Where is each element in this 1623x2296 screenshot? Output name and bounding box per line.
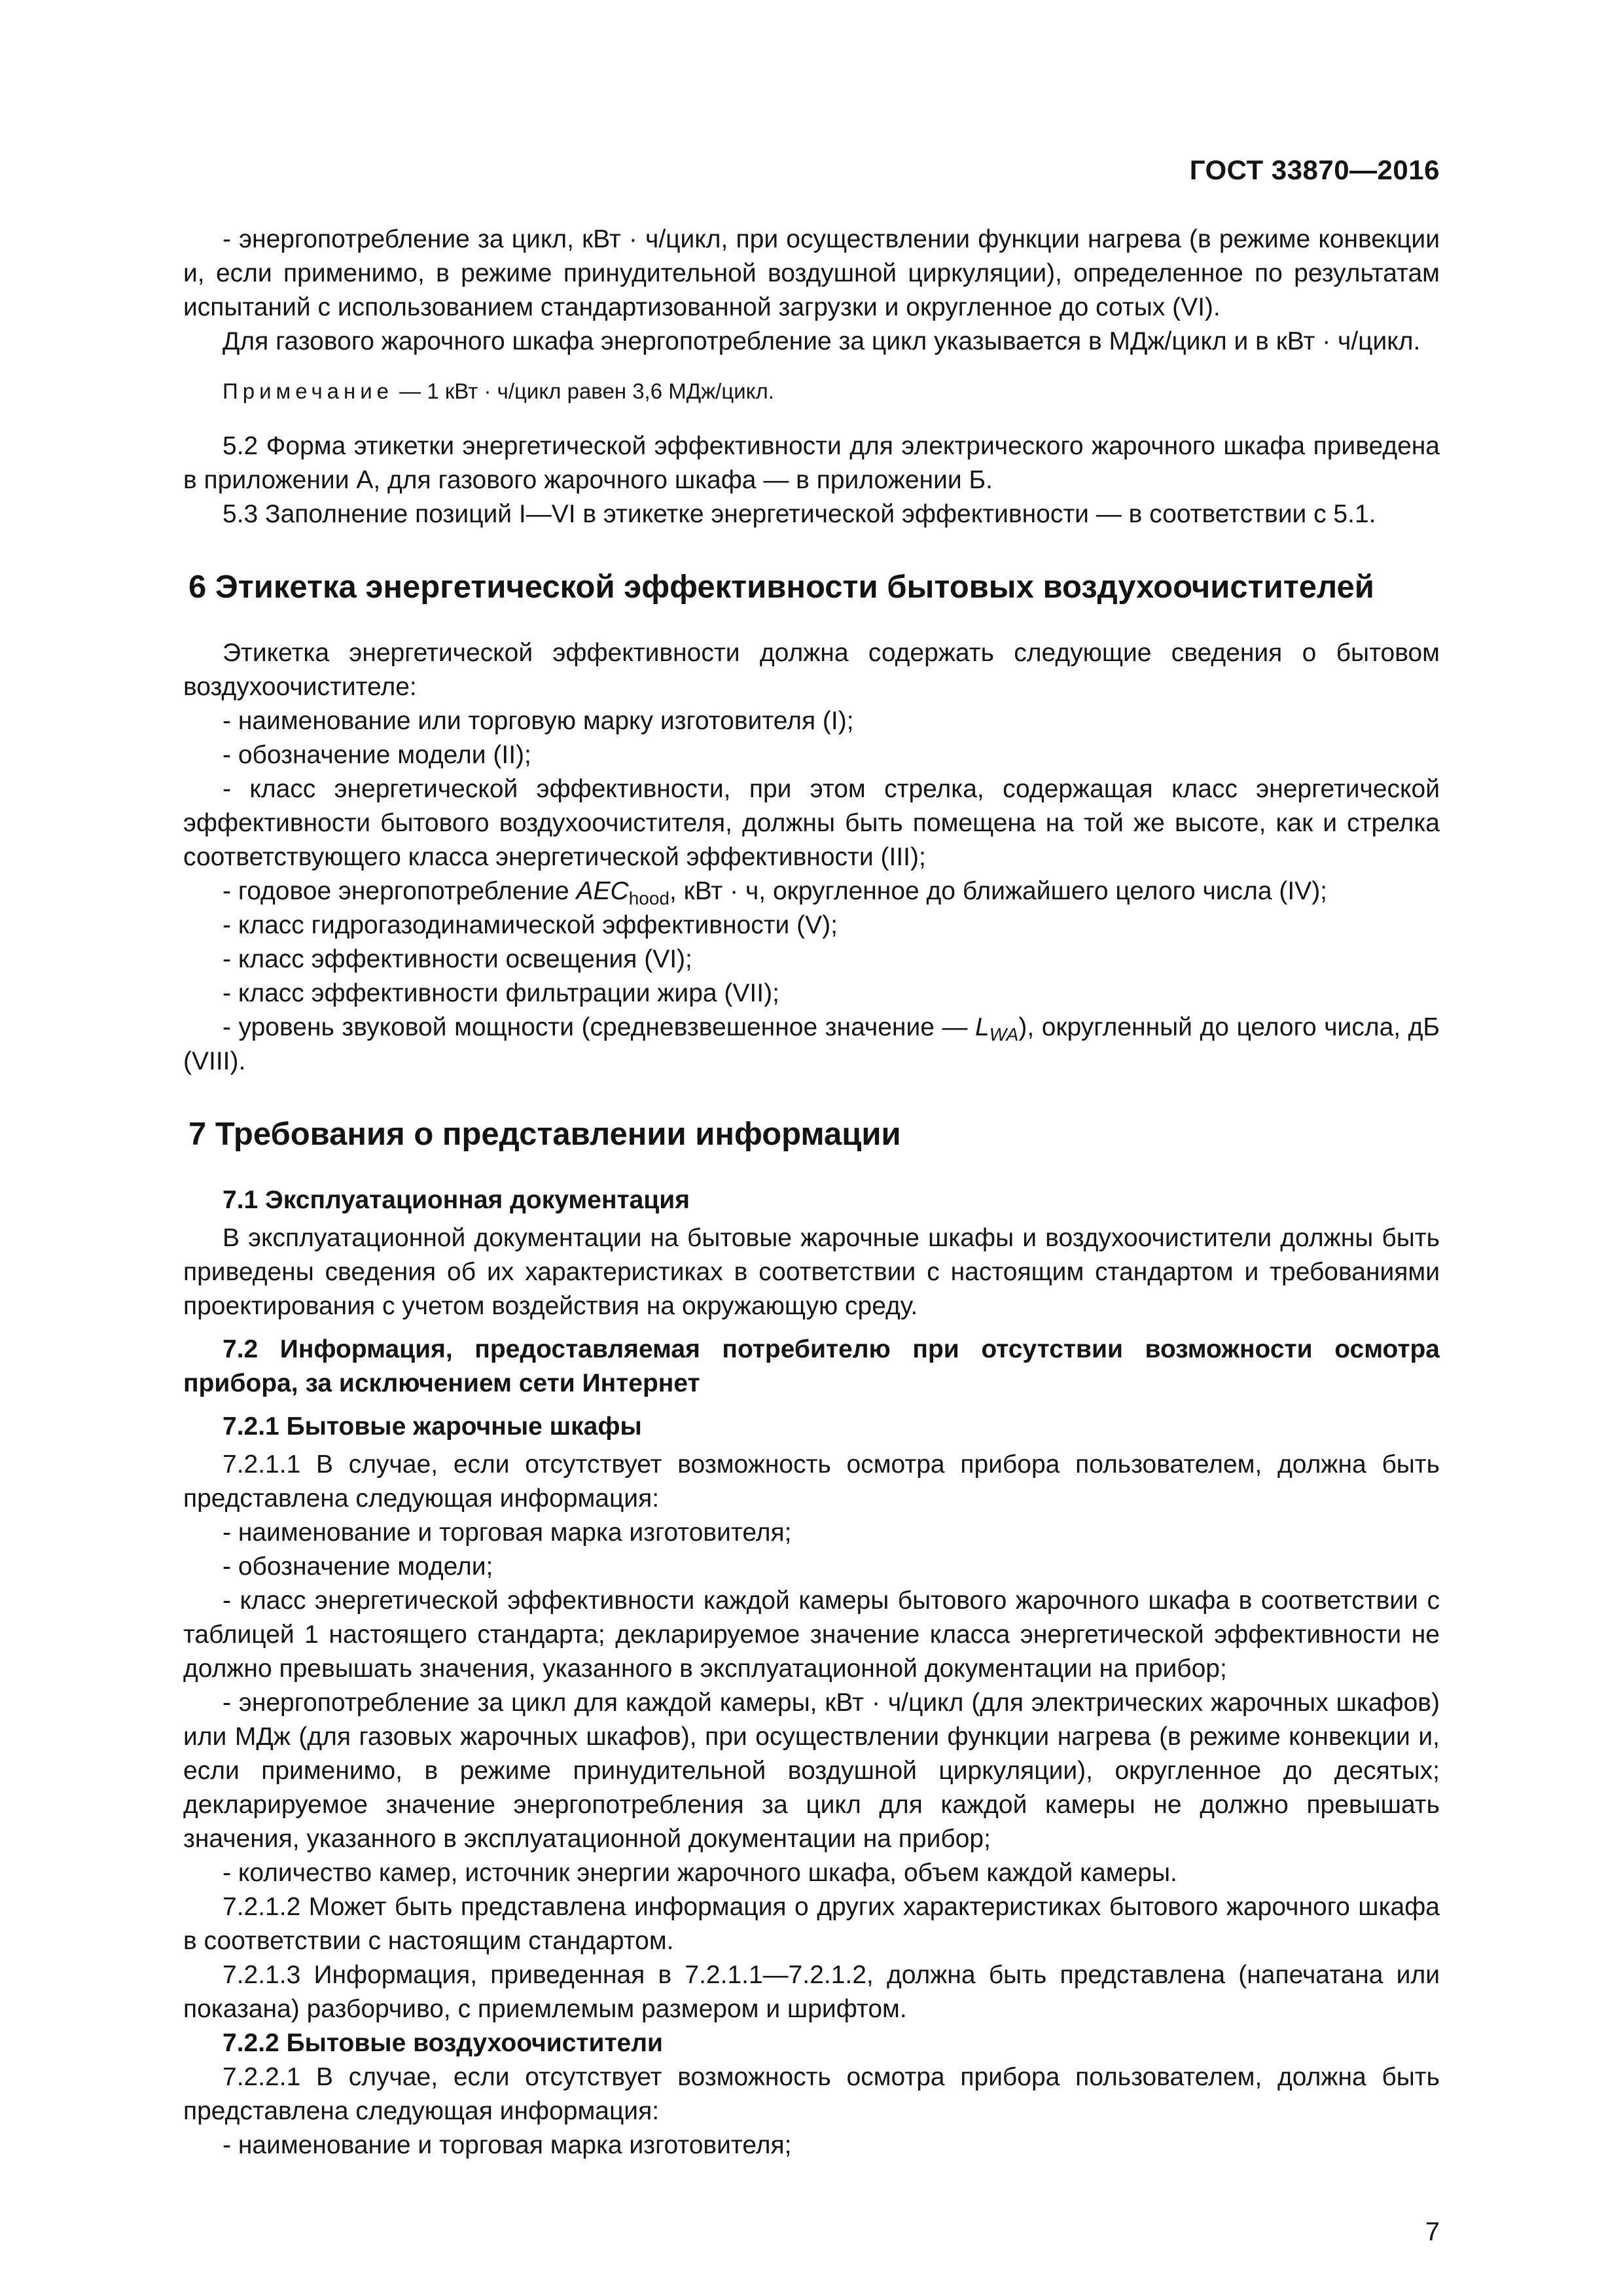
list-item: - энергопотребление за цикл для каждой камеры, кВт · ч/цикл (для электрических жарочных шкафов) или МДж (для газовых жарочных шкафов), при осуществлении функции нагрева (в режиме конвекции и, если применимо, в режиме принудительной воздушной циркуляции), округленное до десятых; декларируемое значение энергопотребления за цикл для каждой камеры не должно превышать значения, указанного в эксплуатационной документации на прибор; [183,1689,1440,1853]
list-item-aec [183,874,1440,908]
list-item: - класс эффективности фильтрации жира (VII); [223,979,779,1007]
list-item: - класс эффективности освещения (VI); [223,945,692,973]
gas-energy-paragraph: Для газового жарочного шкафа энергопотребление за цикл указывается в МДж/цикл и в кВт · ч/цикл. [223,327,1421,355]
list-item: - класс энергетической эффективности каждой камеры бытового жарочного шкафа в соответствии с таблицей 1 настоящего стандарта; декларируемое значение класса энергетической эффективности не должно превышать значения, указанного в эксплуатационной документации на прибор; [183,1587,1440,1683]
list-item: - обозначение модели (II); [223,741,531,769]
note-label: Примечание [223,379,394,403]
section-6-intro: Этикетка энергетической эффективности должна содержать следующие сведения о бытовом воздухоочистителе: [183,639,1440,701]
list-item: - наименование или торговую марку изготовителя (I); [223,707,854,735]
clause-5-3: 5.3 Заполнение позиций I—VI в этикетке энергетической эффективности — в соответствии с 5.1. [223,500,1376,528]
lwa-prefix: - уровень звуковой мощности (средневзвешенное значение — [223,1013,976,1041]
note-text: — 1 кВт · ч/цикл равен 3,6 МДж/цикл. [393,379,774,403]
section-7-heading: 7 Требования о представлении информации [188,1117,901,1152]
aec-prefix: - годовое энергопотребление [223,877,577,905]
list-item: - наименование и торговая марка изготовителя; [223,2131,792,2159]
page-number: 7 [1425,2217,1440,2246]
heading-7-2-1: 7.2.1 Бытовые жарочные шкафы [223,1412,642,1441]
heading-7-1: 7.1 Эксплуатационная документация [223,1186,690,1214]
lwa-subscript-text: WA [989,1024,1019,1045]
list-item: - класс гидрогазодинамической эффективности (V); [223,911,838,939]
aec-suffix: , кВт · ч, округленное до ближайшего целого числа (IV); [669,877,1328,905]
energy-cycle-item: - энергопотребление за цикл, кВт · ч/цикл, при осуществлении функции нагрева (в режиме конвекции и, если применимо, в режиме принудительной воздушной циркуляции), определенное по результатам испытаний с использованием стандартизованной загрузки и округленное до сотых (VI). [183,225,1440,321]
clause-5-2: 5.2 Форма этикетки энергетической эффективности для электрического жарочного шкафа приведена в приложении А, для газового жарочного шкафа — в приложении Б. [183,432,1440,494]
clause-7-2-1-2: 7.2.1.2 Может быть представлена информация о других характеристиках бытового жарочного шкафа в соответствии с настоящим стандартом. [183,1893,1440,1955]
clause-7-2-2-1: 7.2.2.1 В случае, если отсутствует возможность осмотра прибора пользователем, должна быть представлена следующая информация: [183,2063,1440,2125]
list-item: - класс энергетической эффективности, при этом стрелка, содержащая класс энергетической эффективности бытового воздухоочистителя, должны быть помещена на той же высоте, как и стрелка соответствующего класса энергетической эффективности (III); [183,775,1440,871]
list-item: - обозначение модели; [223,1552,493,1581]
lwa-variable: L [975,1013,990,1041]
list-item: - наименование и торговая марка изготовителя; [223,1518,792,1547]
standard-number: ГОСТ 33870—2016 [1189,154,1440,185]
heading-7-2: 7.2 Информация, предоставляемая потребителю при отсутствии возможности осмотра прибора, за исключением сети Интернет [183,1335,1440,1397]
list-item: - количество камер, источник энергии жарочного шкафа, объем каждой камеры. [223,1859,1177,1887]
lwa-subscript [990,1024,1019,1045]
clause-7-2-1-3: 7.2.1.3 Информация, приведенная в 7.2.1.1—7.2.1.2, должна быть представлена (напечатана или показана) разборчиво, с приемлемым размером и шрифтом. [183,1961,1440,2023]
lwa-suffix: ), округленный до целого числа, дБ (VIII). [183,1013,1440,1075]
section-6-heading: 6 Этикетка энергетической эффективности бытовых воздухоочистителей [188,569,1374,605]
list-item-lwa [183,1011,1440,1079]
aec-variable: AEC [576,877,629,905]
clause-7-2-1-1: 7.2.1.1 В случае, если отсутствует возможность осмотра прибора пользователем, должна быть представлена следующая информация: [183,1450,1440,1513]
page-content [183,223,1440,2162]
heading-7-2-2: 7.2.2 Бытовые воздухоочистители [223,2029,663,2057]
note [183,377,1440,406]
aec-subscript: hood [628,888,669,908]
paragraph-7-1: В эксплуатационной документации на бытовые жарочные шкафы и воздухоочистители должны быть приведены сведения об их характеристиках в соответствии с настоящим стандартом и требованиями проектирования с учетом воздействия на окружающую среду. [183,1224,1440,1320]
